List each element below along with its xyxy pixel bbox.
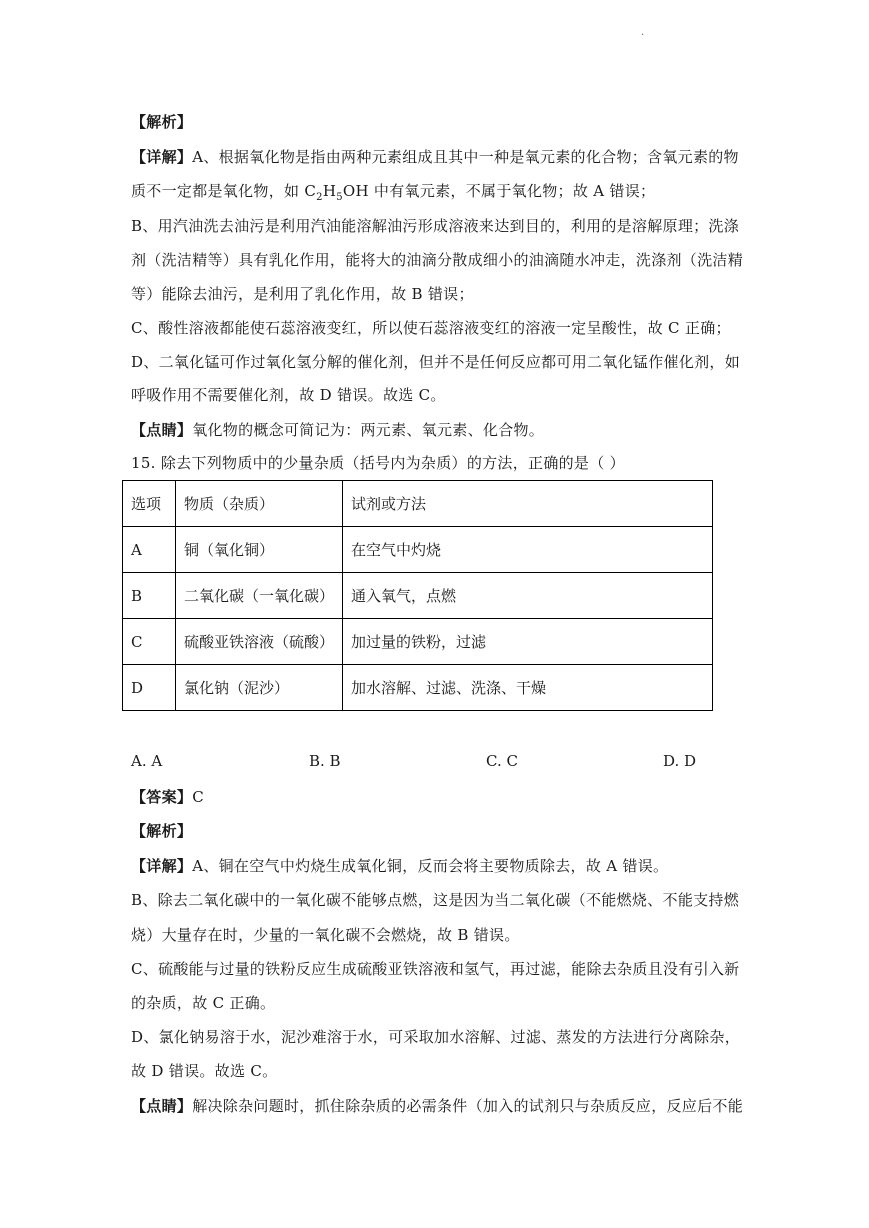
table-cell: D xyxy=(123,665,176,711)
question-15-table xyxy=(122,480,713,711)
table-cell: A xyxy=(123,527,176,573)
detail-label: 【详解】 xyxy=(131,857,193,875)
analysis-heading xyxy=(131,112,192,132)
analysis-heading-label: 【解析】 xyxy=(131,822,193,840)
table-header-cell: 选项 xyxy=(123,481,176,527)
header-mark: · xyxy=(641,30,645,41)
table-cell: 氯化钠（泥沙） xyxy=(176,665,343,711)
table-cell: 铜（氧化铜） xyxy=(176,527,343,573)
tip-paragraph xyxy=(131,420,544,440)
table-header-row xyxy=(123,481,713,527)
subscript: 5 xyxy=(336,192,343,203)
option-a[interactable]: A. A xyxy=(131,752,163,770)
detail-paragraph-b: B、除去二氧化碳中的一氧化碳不能够点燃，这是因为当二氧化碳（不能燃烧、不能支持燃 xyxy=(131,891,740,909)
detail-paragraph-a-cont xyxy=(131,181,655,208)
detail-paragraph-a xyxy=(131,147,739,167)
answer-label: 【答案】 xyxy=(131,788,193,806)
analysis-heading xyxy=(131,821,192,841)
detail-paragraph-b-cont: 剂（洗洁精等）具有乳化作用，能将大的油滴分散成细小的油滴随水冲走，洗涤剂（洗洁精 xyxy=(131,251,744,269)
table-cell: B xyxy=(123,573,176,619)
option-b[interactable]: B. B xyxy=(309,752,341,770)
analysis-heading-label: 【解析】 xyxy=(131,113,193,131)
tip-text: 氧化物的概念可简记为：两元素、氧元素、化合物。 xyxy=(192,421,545,439)
tip-label: 【点睛】 xyxy=(131,1097,193,1115)
subscript: 2 xyxy=(316,192,323,203)
detail-paragraph-d: D、氯化钠易溶于水，泥沙难溶于水，可采取加水溶解、过滤、蒸发的方法进行分离除杂， xyxy=(131,1028,741,1046)
table-cell: 硫酸亚铁溶液（硫酸） xyxy=(176,619,343,665)
detail-text: H xyxy=(322,182,337,200)
table-cell: 通入氧气，点燃 xyxy=(343,573,713,619)
detail-paragraph-d-cont: 故 D 错误。故选 C。 xyxy=(131,1062,278,1080)
question-15-stem: 15. 除去下列物质中的少量杂质（括号内为杂质）的方法，正确的是（ ） xyxy=(131,454,625,472)
detail-text: 质不一定都是氧化物，如 C xyxy=(131,182,317,200)
detail-text: A、铜在空气中灼烧生成氧化铜，反而会将主要物质除去，故 A 错误。 xyxy=(192,857,669,875)
table-cell: 在空气中灼烧 xyxy=(343,527,713,573)
table-cell: 加水溶解、过滤、洗涤、干燥 xyxy=(343,665,713,711)
detail-paragraph-b-cont: 烧）大量存在时，少量的一氧化碳不会燃烧，故 B 错误。 xyxy=(131,926,520,944)
tip-label: 【点睛】 xyxy=(131,421,193,439)
detail-text: OH 中有氧元素，不属于氧化物；故 A 错误； xyxy=(342,182,656,200)
tip-paragraph xyxy=(131,1096,743,1116)
detail-paragraph-a xyxy=(131,856,668,876)
detail-label: 【详解】 xyxy=(131,148,193,166)
table-row xyxy=(123,665,713,711)
table-row xyxy=(123,619,713,665)
answer-line xyxy=(131,787,204,807)
option-d[interactable]: D. D xyxy=(663,752,697,770)
detail-text: A、根据氧化物是指由两种元素组成且其中一种是氧元素的化合物；含氧元素的物 xyxy=(192,148,739,166)
table-cell: 加过量的铁粉，过滤 xyxy=(343,619,713,665)
table-header-cell: 物质（杂质） xyxy=(176,481,343,527)
option-c[interactable]: C. C xyxy=(486,752,518,770)
answer-options xyxy=(131,752,731,772)
detail-paragraph-d-cont: 呼吸作用不需要催化剂，故 D 错误。故选 C。 xyxy=(131,386,446,404)
detail-paragraph-c: C、酸性溶液都能使石蕊溶液变红，所以使石蕊溶液变红的溶液一定呈酸性，故 C 正确； xyxy=(131,319,731,337)
table-row xyxy=(123,527,713,573)
table-header-cell: 试剂或方法 xyxy=(343,481,713,527)
table-cell: 二氧化碳（一氧化碳） xyxy=(176,573,343,619)
detail-paragraph-b-cont: 等）能除去油污，是利用了乳化作用，故 B 错误； xyxy=(131,285,474,303)
table-cell: C xyxy=(123,619,176,665)
detail-paragraph-c: C、硫酸能与过量的铁粉反应生成硫酸亚铁溶液和氢气，再过滤，能除去杂质且没有引入新 xyxy=(131,960,740,978)
tip-text: 解决除杂问题时，抓住除杂质的必需条件（加入的试剂只与杂质反应，反应后不能 xyxy=(192,1097,744,1115)
detail-paragraph-d: D、二氧化锰可作过氧化氢分解的催化剂，但并不是任何反应都可用二氧化锰作催化剂，如 xyxy=(131,353,741,371)
answer-value: C xyxy=(192,788,204,806)
detail-paragraph-b: B、用汽油洗去油污是利用汽油能溶解油污形成溶液来达到目的，利用的是溶解原理；洗涤 xyxy=(131,217,740,235)
detail-paragraph-c-cont: 的杂质，故 C 正确。 xyxy=(131,994,276,1012)
table-row xyxy=(123,573,713,619)
